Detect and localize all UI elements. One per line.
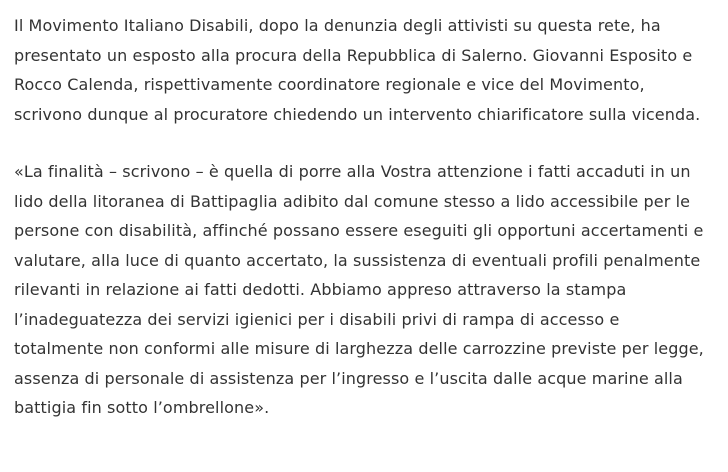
paragraph-intro: Il Movimento Italiano Disabili, dopo la denunzia degli attivisti su questa rete, ha presentato un esposto alla procura della Repubblica di Salerno. Giovanni Esposito e Rocco Calenda, rispettivamente coordinatore regionale e vice del Movimento, scrivono dunque al procuratore chiedendo un intervento chiarificatore sulla vicenda. bbox=[14, 16, 701, 124]
paragraph-quote: «La finalità – scrivono – è quella di porre alla Vostra attenzione i fatti accaduti in un lido della litoranea di Battipaglia adibito dal comune stesso a lido accessibile per le persone con disabilità, affinché possano essere eseguiti gli opportuni accertamenti e valutare, alla luce di quanto accertato, la sussistenza di eventuali profili penalmente rilevanti in relazione ai fatti dedotti. Abbiamo appreso attraverso la stampa l’inadeguatezza dei servizi igienici per i disabili privi di rampa di accesso e totalmente non conformi alle misure di larghezza delle carrozzine previste per legge, assenza di personale di assistenza per l’ingresso e l’uscita dalle acque marine alla battigia fin sotto l’ombrellone». bbox=[14, 162, 704, 417]
